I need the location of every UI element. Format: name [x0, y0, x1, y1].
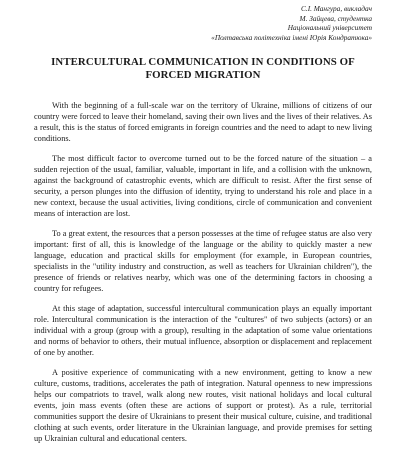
- author-block: [34, 4, 372, 42]
- page: [34, 4, 372, 453]
- paragraph-5: A positive experience of communicating with a new environment, getting to know a new culture, customs, traditions, accelerates the path of integration. Natural openness to new impressions helps our compatriots to travel, walk along new routes, visit national holidays and local cultural events, join mass events (often these are actions of support or protest). As a rule, territorial communities support the desire of Ukrainians to present their musical culture, cuisine, and traditional clothing at such events, order literature in the Ukrainian language, and provide premises for setting up Ukrainian cultural and educational centers.: [34, 368, 372, 444]
- title-line-1: INTERCULTURAL COMMUNICATION IN CONDITIONS OF: [51, 56, 355, 69]
- paragraph-2: The most difficult factor to overcome turned out to be the forced nature of the situation – a sudden rejection of the usual, familiar, valuable, important in life, and a collision with the unknown, against the background of catastrophic events, which are difficult to resist. After the first sense of security, a person plunges into the diffusion of identity, trying to understand his role and place in a new context, because the usual activities, living conditions, circle of communication and convenient means of interaction are lost.: [34, 154, 372, 219]
- paper-title: [34, 56, 372, 82]
- paragraph-1: With the beginning of a full-scale war on the territory of Ukraine, millions of citizens of our country were forced to leave their homeland, saving their own lives and the lives of their relatives. As a result, this is the status of forced emigrants in foreign countries and the need to adapt to new living conditions.: [34, 101, 372, 144]
- affiliation-line-2: «Полтавська політехніка імені Юрія Кондратюка»: [211, 32, 372, 42]
- author-line-2: М. Зайцева, студентка: [299, 13, 372, 23]
- affiliation-line-1: Національний університет: [287, 23, 372, 33]
- title-line-2: FORCED MIGRATION: [145, 69, 261, 82]
- body-text: [34, 100, 372, 444]
- paragraph-3: To a great extent, the resources that a person possesses at the time of refugee status are also very important: first of all, this is knowledge of the language or the ability to quickly master a new language, education and practical skills for employment (for example, in European countries, specialists in the "utility industry and construction, as well as teachers for Ukrainian children"), the presence of friends or relatives nearby, which was one of the determining factors in choosing a country for refugees.: [34, 229, 372, 294]
- paragraph-4: At this stage of adaptation, successful intercultural communication plays an equally important role. Intercultural communication is the interaction of the "cultures" of two subjects (actors) or an individual with a group (group with a group), resulting in the adaptation of some value orientations and norms of behavior to others, their mutual influence, absorption or displacement and replacement of one by another.: [34, 304, 372, 358]
- author-line-1: С.І. Мангура, викладач: [301, 4, 372, 13]
